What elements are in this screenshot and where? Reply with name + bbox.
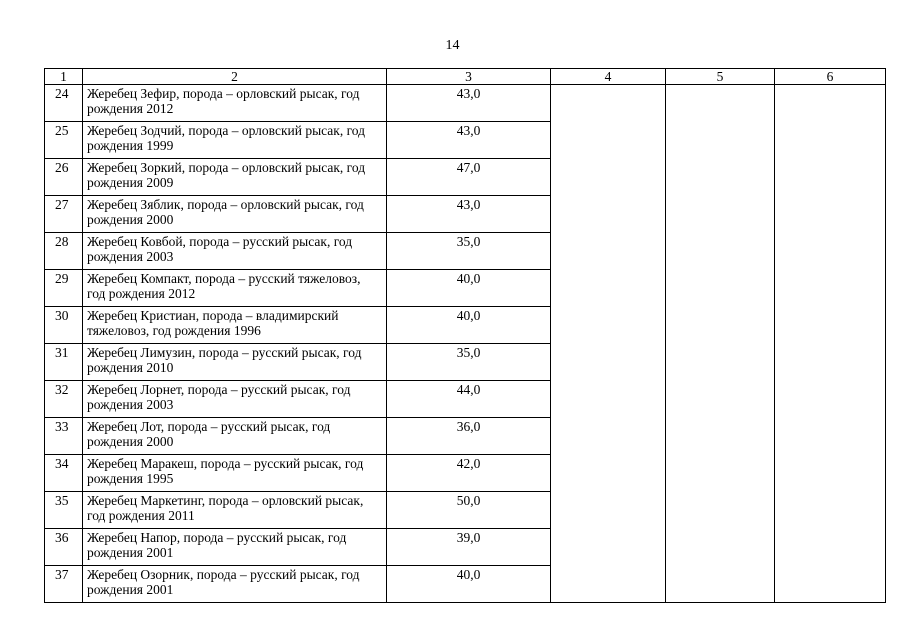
row-number-cell: 31 bbox=[45, 344, 83, 381]
column-header-1: 1 bbox=[45, 69, 83, 85]
column-header-2: 2 bbox=[83, 69, 387, 85]
column-header-4: 4 bbox=[551, 69, 666, 85]
row-value-cell: 43,0 bbox=[387, 85, 551, 122]
row-value-cell: 35,0 bbox=[387, 344, 551, 381]
table-body bbox=[45, 69, 886, 603]
row-description-cell: Жеребец Лот, порода – русский рысак, год рождения 2000 bbox=[83, 418, 387, 455]
row-description-cell: Жеребец Напор, порода – русский рысак, год рождения 2001 bbox=[83, 529, 387, 566]
row-number-cell: 33 bbox=[45, 418, 83, 455]
row-number-cell: 26 bbox=[45, 159, 83, 196]
row-value-cell: 47,0 bbox=[387, 159, 551, 196]
row-value-cell: 40,0 bbox=[387, 566, 551, 603]
header-row bbox=[45, 69, 886, 85]
row-description-cell: Жеребец Маракеш, порода – русский рысак, год рождения 1995 bbox=[83, 455, 387, 492]
row-description-cell: Жеребец Зяблик, порода – орловский рысак, год рождения 2000 bbox=[83, 196, 387, 233]
row-number-cell: 28 bbox=[45, 233, 83, 270]
row-description-cell: Жеребец Зоркий, порода – орловский рысак, год рождения 2009 bbox=[83, 159, 387, 196]
page-number: 14 bbox=[445, 38, 460, 53]
row-value-cell: 39,0 bbox=[387, 529, 551, 566]
row-description-cell: Жеребец Зодчий, порода – орловский рысак, год рождения 1999 bbox=[83, 122, 387, 159]
table-row bbox=[45, 85, 886, 122]
row-number-cell: 34 bbox=[45, 455, 83, 492]
row-description-cell: Жеребец Ковбой, порода – русский рысак, год рождения 2003 bbox=[83, 233, 387, 270]
data-table bbox=[44, 68, 886, 603]
row-value-cell: 43,0 bbox=[387, 122, 551, 159]
row-value-cell: 36,0 bbox=[387, 418, 551, 455]
row-description-cell: Жеребец Лимузин, порода – русский рысак, год рождения 2010 bbox=[83, 344, 387, 381]
column-header-5: 5 bbox=[666, 69, 775, 85]
row-value-cell: 50,0 bbox=[387, 492, 551, 529]
row-number-cell: 27 bbox=[45, 196, 83, 233]
row-value-cell: 42,0 bbox=[387, 455, 551, 492]
empty-column-5 bbox=[666, 85, 775, 603]
column-header-6: 6 bbox=[775, 69, 886, 85]
row-value-cell: 40,0 bbox=[387, 270, 551, 307]
row-value-cell: 44,0 bbox=[387, 381, 551, 418]
row-number-cell: 37 bbox=[45, 566, 83, 603]
empty-column-4 bbox=[551, 85, 666, 603]
row-description-cell: Жеребец Озорник, порода – русский рысак, год рождения 2001 bbox=[83, 566, 387, 603]
row-number-cell: 32 bbox=[45, 381, 83, 418]
row-number-cell: 35 bbox=[45, 492, 83, 529]
row-number-cell: 30 bbox=[45, 307, 83, 344]
row-number-cell: 29 bbox=[45, 270, 83, 307]
row-description-cell: Жеребец Маркетинг, порода – орловский рысак, год рождения 2011 bbox=[83, 492, 387, 529]
row-description-cell: Жеребец Зефир, порода – орловский рысак, год рождения 2012 bbox=[83, 85, 387, 122]
row-number-cell: 24 bbox=[45, 85, 83, 122]
row-description-cell: Жеребец Кристиан, порода – владимирский тяжеловоз, год рождения 1996 bbox=[83, 307, 387, 344]
column-header-3: 3 bbox=[387, 69, 551, 85]
row-description-cell: Жеребец Компакт, порода – русский тяжеловоз, год рождения 2012 bbox=[83, 270, 387, 307]
row-value-cell: 40,0 bbox=[387, 307, 551, 344]
row-number-cell: 36 bbox=[45, 529, 83, 566]
row-description-cell: Жеребец Лорнет, порода – русский рысак, год рождения 2003 bbox=[83, 381, 387, 418]
row-value-cell: 35,0 bbox=[387, 233, 551, 270]
empty-column-6 bbox=[775, 85, 886, 603]
row-number-cell: 25 bbox=[45, 122, 83, 159]
row-value-cell: 43,0 bbox=[387, 196, 551, 233]
